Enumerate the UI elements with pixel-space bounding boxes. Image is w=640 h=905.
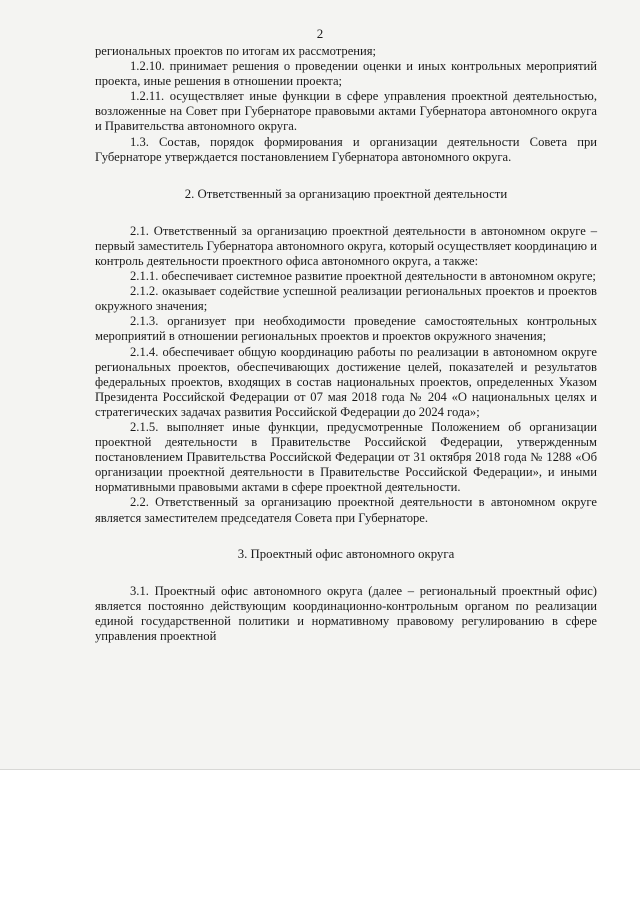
section-heading: 3. Проектный офис автономного округа xyxy=(237,546,455,561)
page-number: 2 xyxy=(316,26,324,41)
paragraph: 3.1. Проектный офис автономного округа (далее – региональный проектный офис) является постоянно действующим координационно-контрольным органом по реализации единой государственной политики и нормативному правовому регулированию в сфере управления проектной xyxy=(95,583,597,643)
section-heading: 2. Ответственный за организацию проектной деятельности xyxy=(184,186,508,201)
paragraph: 1.2.10. принимает решения о проведении оценки и иных контрольных мероприятий проекта, иные решения в отношении проекта; xyxy=(95,59,597,89)
paragraph: 2.1.1. обеспечивает системное развитие проектной деятельности в автономном округе; xyxy=(130,269,596,284)
paragraph: региональных проектов по итогам их рассмотрения; xyxy=(95,44,377,58)
paragraph: 2.1.3. организует при необходимости проведение самостоятельных контрольных мероприятий в отношении региональных проектов и проектов окружного значения; xyxy=(95,314,597,344)
paragraph: 1.3. Состав, порядок формирования и организации деятельности Совета при Губернаторе утверждается постановлением Губернатора автономного округа. xyxy=(95,134,597,164)
paragraph: 2.1.2. оказывает содействие успешной реализации региональных проектов и проектов окружного значения; xyxy=(95,284,597,314)
paragraph: 1.2.11. осуществляет иные функции в сфере управления проектной деятельностью, возложенные на Совет при Губернаторе правовыми актами Губернатора автономного округа и Правительства автономного округа. xyxy=(95,89,597,134)
document-body xyxy=(95,44,597,644)
paragraph: 2.1. Ответственный за организацию проектной деятельности в автономном округе – первый заместитель Губернатора автономного округа, который осуществляет координацию и контроль деятельности проектного офиса автономного округа, а также: xyxy=(95,223,597,268)
paragraph: 2.1.5. выполняет иные функции, предусмотренные Положением об организации проектной деятельности в Правительстве Российской Федерации, утвержденным постановлением Правительства Российской Федерации от 31 октября 2018 года № 1288 «Об организации проектной деятельности в Правительстве Российской Федерации», и иными нормативными правовыми актами в сфере проектной деятельности. xyxy=(95,419,597,495)
paragraph: 2.2. Ответственный за организацию проектной деятельности в автономном округе является заместителем председателя Совета при Губернаторе. xyxy=(95,495,597,525)
paragraph: 2.1.4. обеспечивает общую координацию работы по реализации в автономном округе региональных проектов, обеспечивающих достижение целей, показателей и результатов федеральных проектов, входящих в состав национальных проектов, определенных Указом Президента Российской Федерации от 07 мая 2018 года № 204 «О национальных целях и стратегических задачах развития Российской Федерации до 2024 года»; xyxy=(95,344,597,419)
